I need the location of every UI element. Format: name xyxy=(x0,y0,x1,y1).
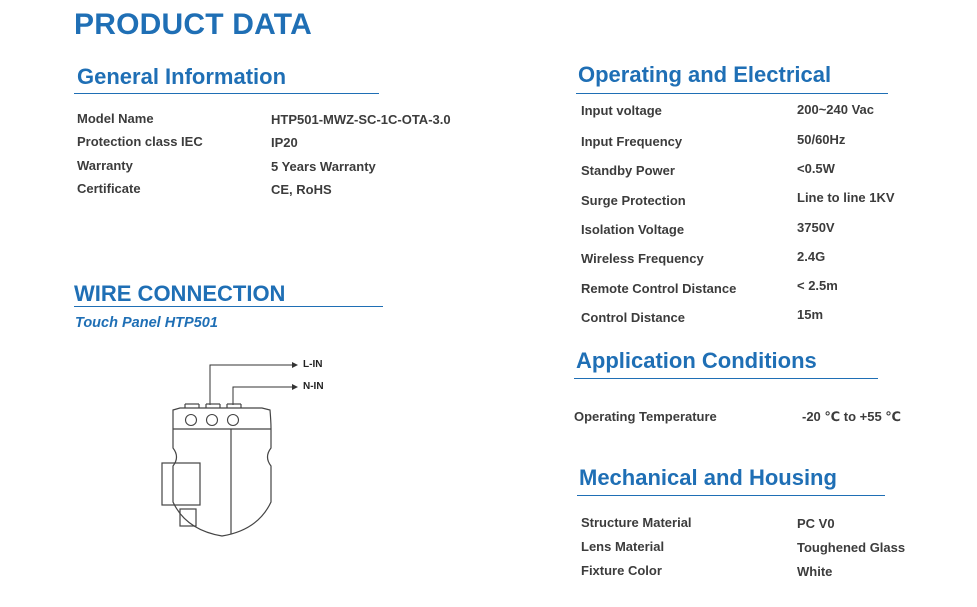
general-label-certificate: Certificate xyxy=(77,181,141,196)
mechanical-label-fixture-color: Fixture Color xyxy=(581,563,662,578)
general-value-certificate: CE, RoHS xyxy=(271,182,332,197)
operating-value-input-voltage: 200~240 Vac xyxy=(797,102,874,117)
application-label-operating-temperature: Operating Temperature xyxy=(574,409,717,424)
operating-electrical-rule xyxy=(576,93,888,94)
general-information-heading: General Information xyxy=(77,64,287,89)
mechanical-value-structure-material: PC V0 xyxy=(797,516,835,531)
mechanical-value-lens-material: Toughened Glass xyxy=(797,540,906,555)
application-conditions-rule xyxy=(574,378,878,379)
mechanical-label-structure-material: Structure Material xyxy=(581,515,692,530)
wire-connection-heading: WIRE CONNECTION xyxy=(74,281,286,306)
operating-value-standby-power: <0.5W xyxy=(797,161,835,176)
application-value-operating-temperature: -20 ℃ to +55 ℃ xyxy=(802,409,902,424)
page-title: PRODUCT DATA xyxy=(74,8,312,41)
operating-label-input-voltage: Input voltage xyxy=(581,103,662,118)
n-in-wire xyxy=(233,384,298,405)
operating-value-input-frequency: 50/60Hz xyxy=(797,132,846,147)
application-conditions-heading: Application Conditions xyxy=(576,348,817,373)
operating-label-remote-control-distance: Remote Control Distance xyxy=(581,281,737,296)
general-label-protection-class: Protection class IEC xyxy=(77,134,203,149)
l-in-label: L-IN xyxy=(303,359,323,370)
general-value-protection-class: IP20 xyxy=(271,135,298,150)
operating-label-input-frequency: Input Frequency xyxy=(581,134,683,149)
general-information-rule xyxy=(74,93,379,94)
mechanical-housing-heading: Mechanical and Housing xyxy=(579,465,837,490)
operating-label-control-distance: Control Distance xyxy=(581,310,686,325)
mechanical-value-fixture-color: White xyxy=(797,564,833,579)
wire-connection-subtitle: Touch Panel HTP501 xyxy=(75,315,218,331)
operating-value-isolation-voltage: 3750V xyxy=(797,220,835,235)
operating-value-remote-control-distance: < 2.5m xyxy=(797,278,838,293)
operating-label-isolation-voltage: Isolation Voltage xyxy=(581,222,685,237)
terminal-screws xyxy=(186,415,239,426)
operating-value-surge-protection: Line to line 1KV xyxy=(797,190,895,205)
operating-label-standby-power: Standby Power xyxy=(581,163,675,178)
touch-panel-button xyxy=(180,509,196,526)
wire-connection-rule xyxy=(74,306,383,307)
general-value-model-name: HTP501-MWZ-SC-1C-OTA-3.0 xyxy=(271,112,451,127)
operating-value-control-distance: 15m xyxy=(797,307,824,322)
l-in-wire xyxy=(210,362,298,405)
operating-value-wireless-frequency: 2.4G xyxy=(797,249,826,264)
touch-panel-window xyxy=(162,463,200,505)
general-label-warranty: Warranty xyxy=(77,158,133,173)
operating-label-surge-protection: Surge Protection xyxy=(581,193,686,208)
operating-label-wireless-frequency: Wireless Frequency xyxy=(581,251,704,266)
operating-electrical-heading: Operating and Electrical xyxy=(578,62,832,87)
n-in-label: N-IN xyxy=(303,381,324,392)
general-value-warranty: 5 Years Warranty xyxy=(271,159,376,174)
mechanical-label-lens-material: Lens Material xyxy=(581,539,665,554)
mechanical-housing-rule xyxy=(577,495,885,496)
general-label-model-name: Model Name xyxy=(77,111,154,126)
